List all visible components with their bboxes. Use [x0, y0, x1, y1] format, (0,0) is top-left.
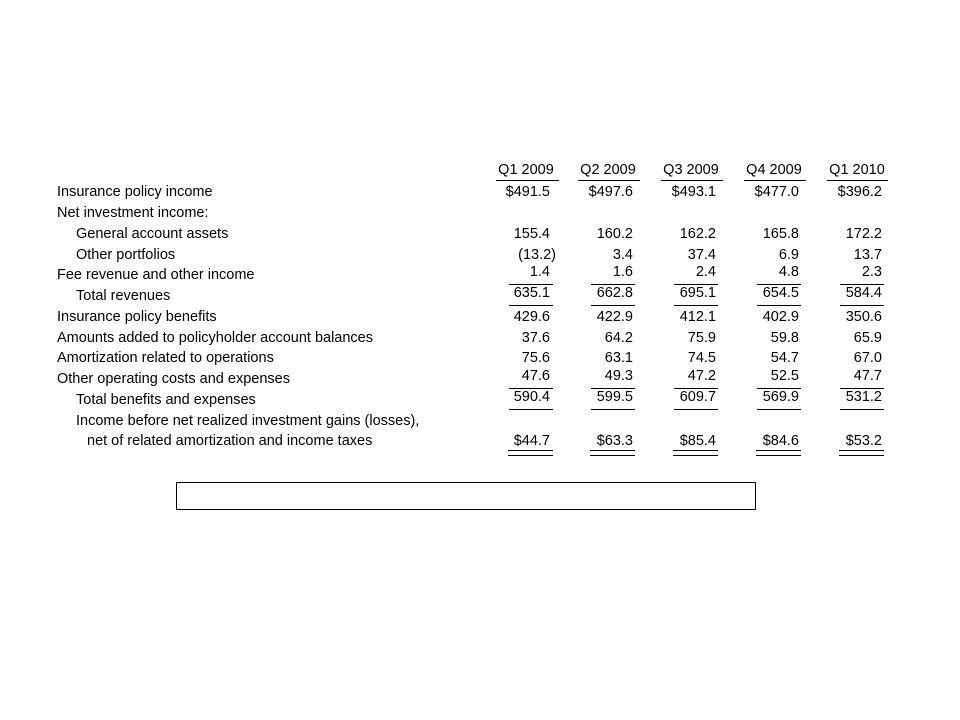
- total-underline: [757, 409, 801, 410]
- cell-value: 49.3: [604, 368, 633, 384]
- cell-value: 4.8: [778, 264, 799, 280]
- cell-value: $84.6: [762, 433, 799, 449]
- grand-total-double-underline: [673, 450, 718, 456]
- cell-value: $497.6: [588, 184, 633, 200]
- cell-value: 584.4: [845, 285, 882, 301]
- cell-value: 47.7: [853, 368, 882, 384]
- cell-value: 63.1: [604, 350, 633, 366]
- column-header-q3-2009: Q3 2009: [663, 162, 719, 178]
- total-underline: [591, 305, 635, 306]
- table-row: [0, 369, 960, 389]
- cell-value: 64.2: [604, 330, 633, 346]
- cell-value: $85.4: [679, 433, 716, 449]
- cell-value: 155.4: [513, 226, 550, 242]
- row-label: Amounts added to policyholder account balances: [57, 330, 373, 346]
- grand-total-double-underline: [839, 450, 884, 456]
- cell-value: 569.9: [762, 389, 799, 405]
- cell-value: 37.4: [687, 247, 716, 263]
- cell-value: 47.2: [687, 368, 716, 384]
- row-label: Income before net realized investment gains (losses),: [76, 413, 420, 429]
- cell-value: 67.0: [853, 350, 882, 366]
- table-row: [0, 328, 960, 348]
- cell-value: 3.4: [612, 247, 633, 263]
- column-header-q1-2009: Q1 2009: [498, 162, 554, 178]
- header-underline: [578, 180, 640, 181]
- row-label: Fee revenue and other income: [57, 267, 255, 283]
- row-label: net of related amortization and income taxes: [87, 433, 373, 449]
- cell-value: (13.2): [518, 247, 556, 263]
- cell-value: 695.1: [679, 285, 716, 301]
- cell-value: 609.7: [679, 389, 716, 405]
- header-underline: [661, 180, 723, 181]
- cell-value: 75.6: [521, 350, 550, 366]
- cell-value: 59.8: [770, 330, 799, 346]
- column-header-q4-2009: Q4 2009: [746, 162, 802, 178]
- total-underline: [509, 305, 553, 306]
- header-underline: [744, 180, 806, 181]
- cell-value: 65.9: [853, 330, 882, 346]
- cell-value: 162.2: [679, 226, 716, 242]
- cell-value: 160.2: [596, 226, 633, 242]
- row-label: Amortization related to operations: [57, 350, 274, 366]
- table-row: [0, 411, 960, 431]
- row-label: Total benefits and expenses: [76, 392, 256, 408]
- cell-value: 2.4: [695, 264, 716, 280]
- total-underline: [591, 409, 635, 410]
- cell-value: 1.4: [529, 264, 550, 280]
- grand-total-double-underline: [508, 450, 553, 456]
- cell-value: 13.7: [853, 247, 882, 263]
- grand-total-double-underline: [756, 450, 801, 456]
- cell-value: 350.6: [845, 309, 882, 325]
- cell-value: $63.3: [596, 433, 633, 449]
- cell-value: 635.1: [513, 285, 550, 301]
- row-label: Insurance policy income: [57, 184, 213, 200]
- row-label: Total revenues: [76, 288, 171, 304]
- table-row: [0, 431, 960, 451]
- table-row: [0, 307, 960, 327]
- grand-total-double-underline: [590, 450, 635, 456]
- cell-value: 54.7: [770, 350, 799, 366]
- column-header-q2-2009: Q2 2009: [580, 162, 636, 178]
- cell-value: 47.6: [521, 368, 550, 384]
- cell-value: 172.2: [845, 226, 882, 242]
- cell-value: 1.6: [612, 264, 633, 280]
- cell-value: 422.9: [596, 309, 633, 325]
- row-label: General account assets: [76, 226, 229, 242]
- total-underline: [674, 409, 718, 410]
- header-underline: [496, 180, 559, 181]
- table-row: [0, 203, 960, 223]
- cell-value: 75.9: [687, 330, 716, 346]
- total-underline: [840, 305, 884, 306]
- column-header-q1-2010: Q1 2010: [829, 162, 885, 178]
- row-label: Insurance policy benefits: [57, 309, 217, 325]
- cell-value: 590.4: [513, 389, 550, 405]
- cell-value: 2.3: [861, 264, 882, 280]
- cell-value: 37.6: [521, 330, 550, 346]
- cell-value: 74.5: [687, 350, 716, 366]
- cell-value: 531.2: [845, 389, 882, 405]
- cell-value: $493.1: [671, 184, 716, 200]
- cell-value: $53.2: [845, 433, 882, 449]
- cell-value: $396.2: [837, 184, 882, 200]
- table-row: [0, 390, 960, 410]
- row-label: Net investment income:: [57, 205, 209, 221]
- table-row: [0, 348, 960, 368]
- total-underline: [509, 409, 553, 410]
- table-row: [0, 224, 960, 244]
- table-row: [0, 286, 960, 306]
- cell-value: 429.6: [513, 309, 550, 325]
- cell-value: $491.5: [505, 184, 550, 200]
- empty-note-box: [176, 482, 756, 510]
- cell-value: $44.7: [513, 433, 550, 449]
- cell-value: 52.5: [770, 368, 799, 384]
- cell-value: 6.9: [778, 247, 799, 263]
- cell-value: 412.1: [679, 309, 716, 325]
- table-row: [0, 265, 960, 285]
- table-row: [0, 182, 960, 202]
- row-label: Other portfolios: [76, 247, 176, 263]
- cell-value: 165.8: [762, 226, 799, 242]
- cell-value: 662.8: [596, 285, 633, 301]
- cell-value: 402.9: [762, 309, 799, 325]
- total-underline: [674, 305, 718, 306]
- header-underline: [827, 180, 888, 181]
- cell-value: $477.0: [754, 184, 799, 200]
- cell-value: 654.5: [762, 285, 799, 301]
- cell-value: 599.5: [596, 389, 633, 405]
- total-underline: [840, 409, 884, 410]
- row-label: Other operating costs and expenses: [57, 371, 290, 387]
- total-underline: [757, 305, 801, 306]
